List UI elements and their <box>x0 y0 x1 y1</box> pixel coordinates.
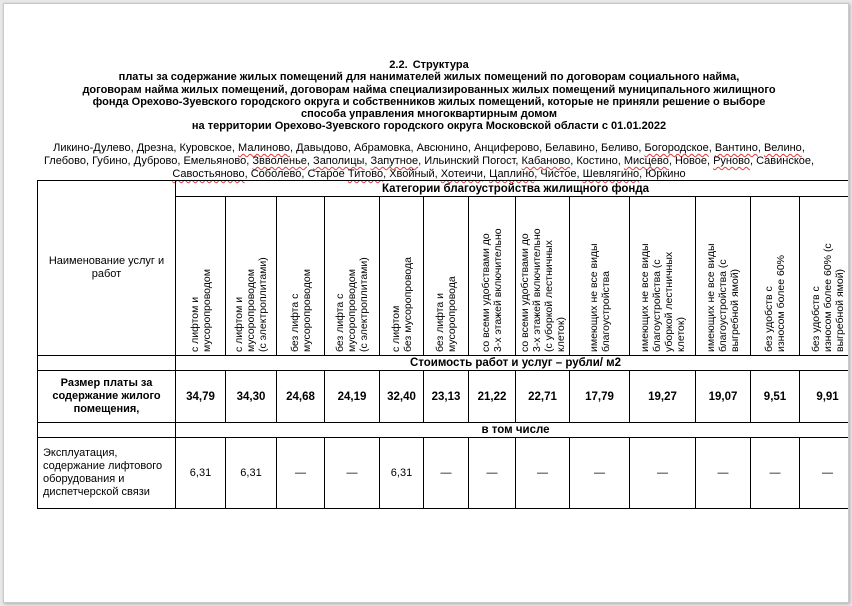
category-label-line: без лифта и <box>434 293 446 352</box>
locality-text: , Савинское, <box>749 155 815 167</box>
size-value-cell: 9,51 <box>751 371 800 423</box>
size-value-cell: 32,40 <box>380 371 424 423</box>
category-label-line: с лифтом <box>389 305 402 352</box>
including-header: в том числе <box>176 423 850 438</box>
value-cell: 6,31 <box>176 438 226 509</box>
size-value-cell: 24,19 <box>325 371 380 423</box>
category-label-line: выгребной ямой) <box>729 268 741 352</box>
category-column-label <box>588 200 612 352</box>
size-value-cell: 24,68 <box>277 371 325 423</box>
category-label-line: имеющих не все виды <box>587 243 600 352</box>
category-label-line: мусоропроводом <box>346 269 358 352</box>
locality-text: , <box>757 142 764 154</box>
size-value-cell: 19,07 <box>696 371 751 423</box>
category-label-line: уборкой лестничных <box>662 251 675 352</box>
category-column-label <box>233 200 269 352</box>
spellcheck-flagged-word: Запутное <box>370 155 419 167</box>
value-cell: 6,31 <box>226 438 277 509</box>
locality-text: Глебово, Губино, Дуброво, Емельяново, <box>43 155 253 167</box>
spellcheck-flagged-word: Мисцево <box>623 155 669 167</box>
localities-line <box>34 155 824 168</box>
table-row <box>38 438 850 509</box>
value-cell: — <box>516 438 570 509</box>
spellcheck-flagged-word: Савостьяново <box>172 168 245 180</box>
locality-text: , Новое, <box>668 155 714 167</box>
category-label-line: благоустройства (с <box>650 259 663 352</box>
blank-cell <box>38 356 176 371</box>
spellcheck-flagged-word: Шевлягино <box>582 168 640 180</box>
category-column-label <box>189 200 213 352</box>
document-page <box>3 3 849 603</box>
locality-text: , <box>801 142 805 154</box>
fee-structure-table <box>37 180 849 509</box>
spellcheck-flagged-word: Хотеичи <box>440 168 483 180</box>
category-column-header <box>516 197 570 356</box>
category-label-line: 3-х этажей включительно <box>492 228 504 352</box>
category-label-line: имеющих не все виды <box>705 243 717 352</box>
value-cell: — <box>696 438 751 509</box>
locality-text: , <box>482 168 490 180</box>
category-label-line: со всеми удобствами до <box>518 233 531 352</box>
category-label-line: (с электроплитами) <box>358 257 370 352</box>
category-column-header <box>380 197 424 356</box>
section-heading: 2.2. Структура <box>389 59 469 71</box>
title-line: фонда Орехово-Зуевского городского округа и собственников жилых помещений, которые не приняли решение о выборе <box>92 95 766 108</box>
value-cell: — <box>469 438 516 509</box>
category-column-label <box>480 200 504 352</box>
value-cell: — <box>570 438 630 509</box>
category-label-line: без удобств с <box>809 286 822 352</box>
locality-text: , Соболево, Старое <box>244 168 348 180</box>
category-label-line: мусоропроводом <box>200 269 213 352</box>
spellcheck-flagged-word: Вантино <box>714 142 758 154</box>
title-line: на территории Орехово-Зуевского городского округа Московской области с 01.01.2022 <box>191 120 667 133</box>
spellcheck-flagged-word: Руново <box>713 155 750 167</box>
category-label-line: 3-х этажей включительно <box>530 228 543 352</box>
category-column-header <box>226 197 277 356</box>
spellcheck-flagged-word: Богородское <box>644 142 709 154</box>
category-label-line: без удобств с <box>763 286 775 352</box>
category-label-line: мусоропроводом <box>245 269 257 352</box>
category-label-line: без лифта с <box>288 293 301 352</box>
locality-text: , Ильинский Погост, <box>418 155 522 167</box>
service-name-cell: Эксплуатация, содержание лифтового оборудования и диспетчерской связи <box>38 438 176 509</box>
category-label-line: без мусоропровода <box>401 257 414 352</box>
services-column-header: Наименование услуг и работ <box>38 181 176 356</box>
title-line: платы за содержание жилых помещений для нанимателей жилых помещений по договорам социального найма, <box>118 71 740 84</box>
category-label-line: с лифтом и <box>188 296 201 352</box>
locality-text: , <box>306 155 314 167</box>
locality-text: , <box>364 155 371 167</box>
category-label-line: мусоропроводом <box>300 269 313 352</box>
locality-text: Ликино-Дулево, Дрезна, Куровское, <box>53 142 239 154</box>
category-label-line: клеток) <box>674 317 687 352</box>
spellcheck-flagged-word: Заполицы <box>313 155 365 167</box>
category-column-header <box>424 197 469 356</box>
locality-text: , Давыдово, Абрамовка, Авсюнино, Анциферово, Белавино, Беливо, <box>290 142 645 154</box>
size-value-cell: 17,79 <box>570 371 630 423</box>
category-label-line: износом более 60% <box>775 254 787 352</box>
category-column-header <box>325 197 380 356</box>
category-label-line: благоустройства <box>599 271 612 352</box>
category-column-label <box>334 200 370 352</box>
document-title <box>34 59 824 133</box>
category-label-line: (с электроплитами) <box>257 257 269 352</box>
category-label-line: (с уборкой лестничных <box>542 240 555 352</box>
locality-text: , Хвойный, <box>383 168 441 180</box>
locality-text: , <box>708 142 715 154</box>
spellcheck-flagged-word: Велино <box>763 142 802 154</box>
size-value-cell: 19,27 <box>630 371 696 423</box>
value-cell: — <box>424 438 469 509</box>
spellcheck-flagged-word: Цаплино <box>489 168 535 180</box>
category-column-label <box>434 200 458 352</box>
category-label-line: износом более 60% (с <box>821 243 834 352</box>
locality-text: , Чистое, <box>534 168 583 180</box>
category-column-label <box>763 200 787 352</box>
locality-text: , Юркино <box>639 168 686 180</box>
category-label-line: имеющих не все виды <box>638 243 651 352</box>
category-label-line: благоустройства (с <box>717 259 729 352</box>
category-label-line: мусоропровода <box>446 276 458 352</box>
title-line: способа управления многоквартирным домом <box>300 108 558 121</box>
title-line: договорам найма жилых помещений, договорам найма специализированных жилых помещений муниципального жилищного <box>82 83 776 96</box>
category-label-line: клеток) <box>554 317 567 352</box>
category-column-header <box>800 197 850 356</box>
value-cell: 6,31 <box>380 438 424 509</box>
value-cell: — <box>277 438 325 509</box>
localities-list <box>34 142 824 181</box>
spellcheck-flagged-word: Малиново <box>238 142 291 154</box>
category-column-header <box>696 197 751 356</box>
category-label-line: выгребной ямой) <box>833 268 846 352</box>
value-cell: — <box>800 438 850 509</box>
blank-cell <box>38 423 176 438</box>
value-cell: — <box>630 438 696 509</box>
category-column-label <box>705 200 741 352</box>
value-cell: — <box>751 438 800 509</box>
size-value-cell: 21,22 <box>469 371 516 423</box>
size-value-cell: 34,79 <box>176 371 226 423</box>
spellcheck-flagged-word: Титово <box>347 168 384 180</box>
spellcheck-flagged-word: Звволенье <box>252 155 307 167</box>
category-column-header <box>176 197 226 356</box>
category-column-label <box>639 200 687 352</box>
category-header: Категории благоустройства жилищного фонда <box>176 181 850 197</box>
size-value-cell: 22,71 <box>516 371 570 423</box>
cost-header: Стоимость работ и услуг – рубли/ м2 <box>176 356 850 371</box>
category-column-header <box>277 197 325 356</box>
size-value-cell: 23,13 <box>424 371 469 423</box>
size-value-cell: 9,91 <box>800 371 850 423</box>
size-row-label: Размер платы за содержание жилого помещения, <box>38 371 176 423</box>
size-value-cell: 34,30 <box>226 371 277 423</box>
spellcheck-flagged-word: Кабаново <box>521 155 571 167</box>
locality-text: , Костино, <box>570 155 624 167</box>
category-label-line: со всеми удобствами до <box>480 233 492 352</box>
category-column-header <box>751 197 800 356</box>
category-column-header <box>570 197 630 356</box>
localities-line <box>34 142 824 155</box>
value-cell: — <box>325 438 380 509</box>
category-label-line: с лифтом и <box>233 296 245 352</box>
category-label-line: без лифта с <box>334 293 346 352</box>
category-column-header <box>469 197 516 356</box>
category-column-label <box>810 200 846 352</box>
category-column-label <box>289 200 313 352</box>
category-column-label <box>519 200 567 352</box>
category-column-label <box>390 200 414 352</box>
category-column-header <box>630 197 696 356</box>
